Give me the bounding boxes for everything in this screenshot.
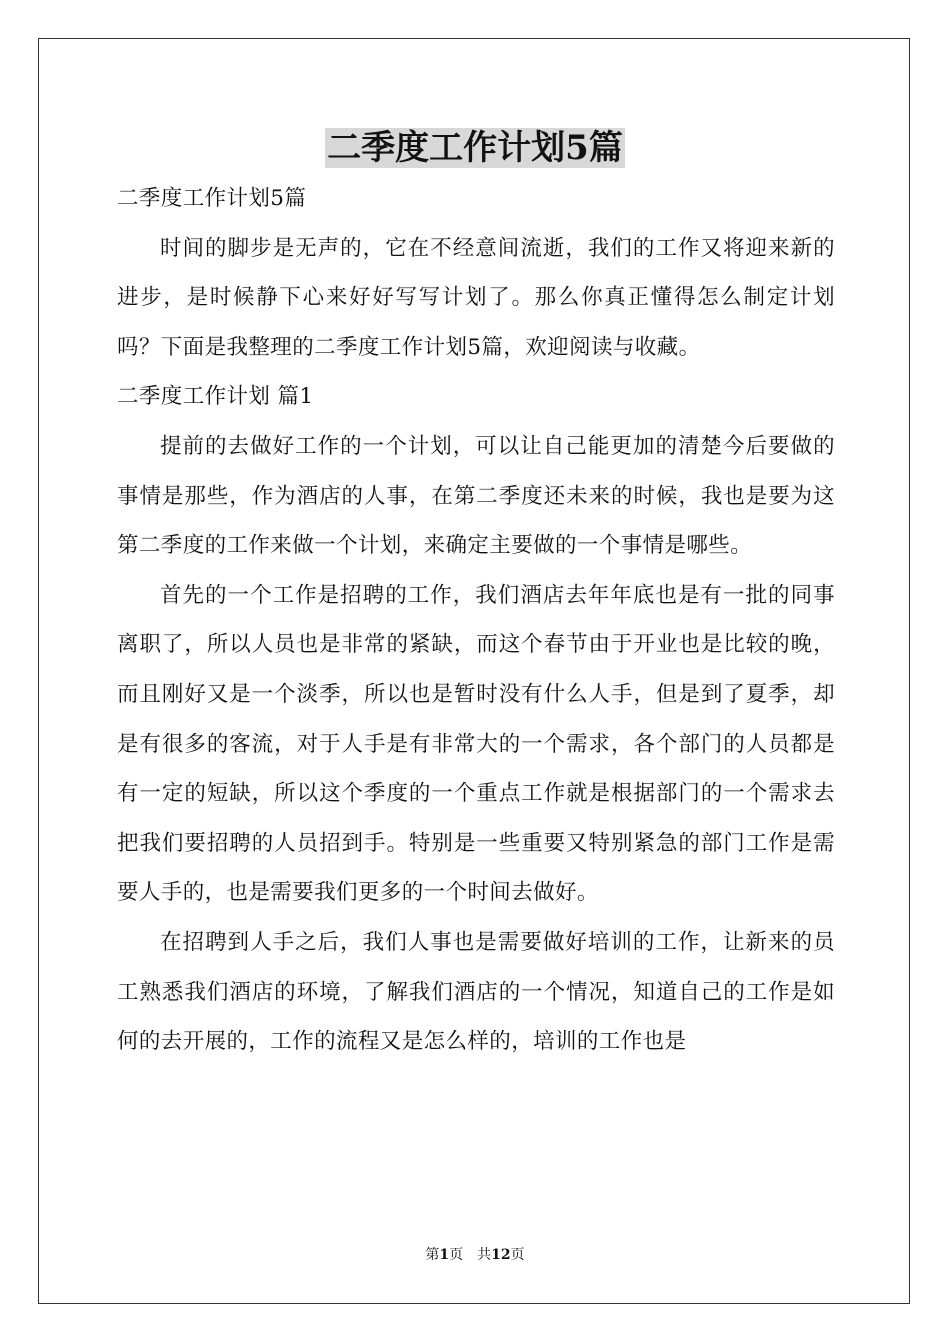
footer-page-current: 1 — [439, 1247, 450, 1263]
document-title-text: 二季度工作计划5篇 — [327, 128, 623, 168]
document-body — [117, 174, 835, 1067]
footer-suffix: 页 — [510, 1247, 525, 1263]
footer-page-total: 12 — [491, 1247, 511, 1263]
body-paragraph: 在招聘到人手之后，我们人事也是需要做好培训的工作，让新来的员工熟悉我们酒店的环境，了解我们酒店的一个情况，知道自己的工作是如何的去开展的，工作的流程又是怎么样的，培训的工作也是 — [117, 929, 835, 1055]
section-heading: 二季度工作计划 篇1 — [117, 384, 314, 410]
footer-prefix: 第 — [425, 1247, 440, 1263]
footer-mid: 页 共 — [449, 1247, 492, 1263]
body-paragraph: 提前的去做好工作的一个计划，可以让自己能更加的清楚今后要做的事情是那些，作为酒店的人事，在第二季度还未来的时候，我也是要为这第二季度的工作来做一个计划，来确定主要做的一个事情是哪些。 — [117, 433, 835, 559]
document-title — [0, 122, 950, 174]
page-footer — [0, 1245, 950, 1265]
subtitle-line: 二季度工作计划5篇 — [117, 186, 307, 211]
body-paragraph: 首先的一个工作是招聘的工作，我们酒店去年年底也是有一批的同事离职了，所以人员也是非常的紧缺，而这个春节由于开业也是比较的晚，而且刚好又是一个淡季，所以也是暂时没有什么人手，但是到了夏季，却是有很多的客流，对于人手是有非常大的一个需求，各个部门的人员都是有一定的短缺，所以这个季度的一个重点工作就是根据部门的一个需求去把我们要招聘的人员招到手。特别是一些重要又特别紧急的部门工作是需要人手的，也是需要我们更多的一个时间去做好。 — [117, 582, 835, 906]
intro-paragraph: 时间的脚步是无声的，它在不经意间流逝，我们的工作又将迎来新的进步，是时候静下心来好好写写计划了。那么你真正懂得怎么制定计划吗？下面是我整理的二季度工作计划5篇，欢迎阅读与收藏。 — [117, 235, 835, 360]
